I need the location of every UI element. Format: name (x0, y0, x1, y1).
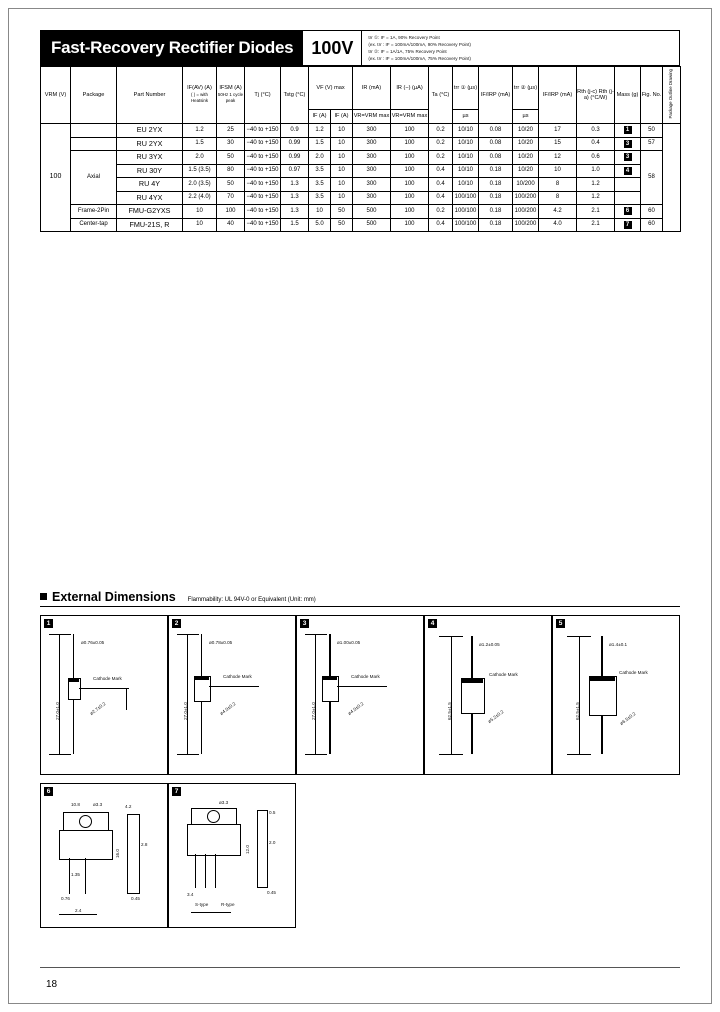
cell-trr1: 10/10 (453, 151, 479, 165)
cell-vrm: 100 (41, 124, 71, 232)
cell-vf: 3.5 (309, 191, 331, 205)
cell-partno: EU 2YX (117, 124, 183, 138)
dim-body-dia: ø4.0±0.2 (347, 701, 365, 716)
col-trr1-unit: µs (453, 110, 479, 124)
cell-trr1if: 0.18 (479, 191, 513, 205)
cell-trr2: 100/200 (513, 191, 539, 205)
cell-mass: 3 (615, 137, 641, 151)
cell-ta: 0.4 (429, 218, 453, 232)
figure-number: 2 (172, 619, 181, 628)
specification-table (40, 66, 681, 232)
col-trr1: trr ① (µs) (453, 67, 479, 110)
col-trr2-unit: µs (513, 110, 539, 124)
cell-trr1if: 0.08 (479, 137, 513, 151)
cathode-band (68, 679, 79, 682)
cathode-band (194, 677, 209, 680)
cell-ir2: 100 (391, 137, 429, 151)
dimension-line (315, 634, 316, 754)
section-title: External Dimensions (52, 590, 176, 604)
figure-3-drawing (297, 616, 423, 774)
cell-figno: 50 (641, 124, 663, 138)
cell-ta: 0.4 (429, 178, 453, 192)
cell-ir2: 100 (391, 205, 429, 219)
col-vf-group: VF (V) max (309, 67, 353, 110)
cell-tstg: 1.5 (281, 218, 309, 232)
col-trr2-if: IF/IRP (mA) (539, 67, 577, 124)
cell-ifav: 10 (183, 218, 217, 232)
cell-trr1if: 0.18 (479, 205, 513, 219)
figure-5 (552, 615, 680, 775)
table-row (41, 191, 681, 205)
dimension-line (579, 636, 580, 754)
cell-ifav: 2.0 (183, 151, 217, 165)
package-body (59, 830, 113, 860)
dim-lead-width: 0.45 (131, 896, 140, 901)
col-figno: Fig. No. (641, 67, 663, 124)
dim-side-height: 2.0 (269, 840, 276, 845)
figure-row-2 (40, 783, 680, 928)
cell-trr1: 10/10 (453, 137, 479, 151)
cell-tstg: 1.3 (281, 178, 309, 192)
col-vrm: VRM (V) (41, 67, 71, 124)
cell-rth: 2.1 (577, 205, 615, 219)
dim-length: 27.0±1.0 (55, 702, 60, 720)
cell-figno: 57 (641, 137, 663, 151)
cell-ifsm: 50 (217, 178, 245, 192)
dim-lead-pitch: 1.35 (71, 872, 80, 877)
col-package: Package (71, 67, 117, 124)
cell-if: 50 (331, 218, 353, 232)
cell-rth: 2.1 (577, 218, 615, 232)
extension-line (439, 754, 463, 755)
cell-package (71, 124, 117, 138)
figure-6 (40, 783, 168, 928)
cell-figno: 60 (641, 205, 663, 219)
cell-ifav: 2.2 (4.0) (183, 191, 217, 205)
cell-trr1if: 0.08 (479, 151, 513, 165)
cell-ifsm: 50 (217, 151, 245, 165)
cell-package: Frame-2Pin (71, 205, 117, 219)
cell-figno: 58 (641, 151, 663, 205)
col-trr1-if: IF/IRP (mA) (479, 67, 513, 124)
figure-number: 4 (428, 619, 437, 628)
cell-ir: 300 (353, 178, 391, 192)
cell-tj: −40 to +150 (245, 124, 281, 138)
dim-cathode-mark: Cathode Mark (223, 674, 252, 679)
cell-tj: −40 to +150 (245, 137, 281, 151)
cell-if: 50 (331, 205, 353, 219)
cell-partno: RU 2YX (117, 137, 183, 151)
cell-trr1: 100/100 (453, 205, 479, 219)
figure-4 (424, 615, 552, 775)
section-subtitle: Flammability: UL 94V-0 or Equivalent (Unit: mm) (187, 597, 316, 603)
cell-trr1: 10/10 (453, 178, 479, 192)
cell-ifav: 1.5 (183, 137, 217, 151)
table-row (41, 124, 681, 138)
cell-vf: 1.5 (309, 137, 331, 151)
cell-tj: −40 to +150 (245, 191, 281, 205)
cathode-band (461, 679, 483, 683)
cell-pkg-outline (663, 124, 681, 232)
dim-lead-dia: ø1.2±0.05 (479, 642, 500, 647)
cell-trr2if: 12 (539, 151, 577, 165)
dim-hole-dia: ø3.3 (93, 802, 103, 807)
cell-rth: 1.2 (577, 191, 615, 205)
cell-figno: 60 (641, 218, 663, 232)
dim-lead-dia: ø1.00±0.05 (337, 640, 361, 645)
cell-trr2: 10/20 (513, 137, 539, 151)
title-notes (362, 31, 679, 65)
cell-ta: 0.2 (429, 137, 453, 151)
dim-body-dia: ø5.2±0.2 (487, 709, 505, 724)
dim-pitch: 2.4 (75, 908, 82, 913)
page-title: Fast-Recovery Rectifier Diodes (41, 31, 303, 65)
cell-ifsm: 100 (217, 205, 245, 219)
cell-package: Axial (71, 151, 117, 205)
figure-7 (168, 783, 296, 928)
cell-if: 10 (331, 191, 353, 205)
label-r-type: R-type (221, 902, 235, 907)
cell-ifav: 2.0 (3.5) (183, 178, 217, 192)
cell-ifsm: 80 (217, 164, 245, 178)
dim-cathode-mark: Cathode Mark (619, 670, 648, 675)
cell-partno: RU 3YX (117, 151, 183, 165)
package-side-view (127, 814, 140, 894)
dim-height: 12.0 (245, 845, 250, 854)
cell-ifav: 1.5 (3.5) (183, 164, 217, 178)
table-row (41, 137, 681, 151)
dim-hole-dia: ø3.3 (219, 800, 229, 805)
cell-partno: FMU-G2YXS (117, 205, 183, 219)
page-number: 18 (46, 979, 58, 990)
cell-tstg: 0.99 (281, 137, 309, 151)
cell-trr2if: 8 (539, 191, 577, 205)
cell-ir2: 100 (391, 218, 429, 232)
table-row (41, 218, 681, 232)
table-header-row (41, 67, 681, 110)
cell-mass (615, 178, 641, 192)
dimension-line (191, 912, 231, 913)
cell-tj: −40 to +150 (245, 205, 281, 219)
figure-number: 7 (172, 787, 181, 796)
cell-mass: 3 (615, 151, 641, 165)
figure-number: 1 (44, 619, 53, 628)
cell-package: Center-tap (71, 218, 117, 232)
dim-height: 16.0 (115, 849, 120, 858)
cell-trr1if: 0.08 (479, 124, 513, 138)
cell-tstg: 1.3 (281, 205, 309, 219)
cell-tj: −40 to +150 (245, 151, 281, 165)
cell-rth: 1.0 (577, 164, 615, 178)
cell-ta: 0.4 (429, 164, 453, 178)
table-row (41, 178, 681, 192)
extension-line (49, 634, 71, 635)
footer-rule (40, 967, 680, 968)
extension-line (567, 754, 591, 755)
cell-tj: −40 to +150 (245, 218, 281, 232)
cell-tstg: 0.97 (281, 164, 309, 178)
col-ir-b: VR=VRM max (391, 110, 429, 124)
dim-cathode-mark: Cathode Mark (489, 672, 518, 677)
diode-body (461, 678, 485, 714)
lead-wire (205, 854, 206, 888)
cell-ir: 300 (353, 137, 391, 151)
dim-length: 27.0±1.0 (311, 702, 316, 720)
extension-line (305, 634, 327, 635)
mounting-hole (79, 815, 92, 828)
cell-partno: RU 30Y (117, 164, 183, 178)
cell-ta: 0.2 (429, 124, 453, 138)
cell-ir2: 100 (391, 191, 429, 205)
package-body (187, 824, 241, 856)
figure-2 (168, 615, 296, 775)
cell-trr2if: 17 (539, 124, 577, 138)
cell-mass: 1 (615, 124, 641, 138)
cell-mass (615, 191, 641, 205)
cell-if: 10 (331, 137, 353, 151)
cell-ir2: 100 (391, 151, 429, 165)
figure-4-drawing (425, 616, 551, 774)
dim-thickness: 0.5 (269, 810, 276, 815)
cell-trr1: 10/10 (453, 164, 479, 178)
dim-thickness: 4.2 (125, 804, 132, 809)
cell-ifav: 1.2 (183, 124, 217, 138)
cell-partno: RU 4YX (117, 191, 183, 205)
cell-rth: 0.4 (577, 137, 615, 151)
dim-lead-width: 0.45 (267, 890, 276, 895)
cell-vf: 10 (309, 205, 331, 219)
col-rth: Rth (j-c) Rth (j-a) (°C/W) (577, 67, 615, 124)
dimension-line (59, 634, 60, 754)
col-ir-a: VR=VRM max (353, 110, 391, 124)
cell-vf: 3.5 (309, 178, 331, 192)
cell-trr2: 100/200 (513, 205, 539, 219)
cell-vf: 1.2 (309, 124, 331, 138)
dim-length: 62.5±1.5 (575, 702, 580, 720)
figure-5-drawing (553, 616, 679, 774)
col-trr2: trr ② (µs) (513, 67, 539, 110)
cell-trr2if: 4.2 (539, 205, 577, 219)
cell-ifsm: 70 (217, 191, 245, 205)
cell-rth: 0.3 (577, 124, 615, 138)
note-line-3: trr ②: IF = 1A/1A, 75% Recovery Point (368, 48, 447, 54)
cell-ir: 500 (353, 205, 391, 219)
col-ta: Ta (°C) (429, 67, 453, 124)
cell-ta: 0.2 (429, 205, 453, 219)
dim-lead-pitch: 3.4 (187, 892, 194, 897)
table-row (41, 205, 681, 219)
leader-line (209, 686, 259, 687)
figure-2-drawing (169, 616, 295, 774)
cell-trr1if: 0.18 (479, 218, 513, 232)
cell-trr2if: 8 (539, 178, 577, 192)
voltage-rating: 100V (303, 31, 362, 65)
dim-body-dia: ø4.0±0.2 (219, 701, 237, 716)
dim-cathode-mark: Cathode Mark (351, 674, 380, 679)
cell-trr1if: 0.18 (479, 164, 513, 178)
figure-number: 3 (300, 619, 309, 628)
lead-wire (215, 854, 216, 888)
cell-if: 10 (331, 164, 353, 178)
cell-if: 10 (331, 151, 353, 165)
extension-line (177, 754, 199, 755)
mounting-hole (207, 810, 220, 823)
cell-trr2: 10/200 (513, 178, 539, 192)
cell-vf: 3.5 (309, 164, 331, 178)
cell-tj: −40 to +150 (245, 178, 281, 192)
diode-body (589, 676, 617, 716)
cell-mass: 7 (615, 218, 641, 232)
cell-ta: 0.2 (429, 151, 453, 165)
dim-body-dia: ø2.7±0.2 (89, 701, 107, 716)
figure-7-drawing (169, 784, 295, 927)
cell-ir: 300 (353, 124, 391, 138)
dim-length: 27.0±1.0 (183, 702, 188, 720)
extension-line (49, 754, 71, 755)
cell-ir2: 100 (391, 164, 429, 178)
figure-number: 6 (44, 787, 53, 796)
cell-trr1: 100/100 (453, 218, 479, 232)
cell-trr2if: 15 (539, 137, 577, 151)
col-tj: Tj (°C) (245, 67, 281, 124)
col-vf-if: IF (A) (309, 110, 331, 124)
dimension-line (451, 636, 452, 754)
lead-wire (195, 854, 196, 888)
figure-number: 5 (556, 619, 565, 628)
cell-trr2: 10/20 (513, 164, 539, 178)
col-vf-unit: IF (A) (331, 110, 353, 124)
col-pkg-outline: Package Outline Drawing (663, 67, 681, 124)
cathode-band (589, 677, 615, 681)
cell-tj: −40 to +150 (245, 164, 281, 178)
dim-lead-dia: ø0.76±0.05 (81, 640, 105, 645)
cell-ir: 300 (353, 191, 391, 205)
cathode-band (322, 677, 337, 680)
cell-ir: 300 (353, 164, 391, 178)
dim-width: 10.8 (71, 802, 80, 807)
leader-line (126, 688, 127, 710)
figure-row-1 (40, 615, 680, 775)
cell-ir2: 100 (391, 124, 429, 138)
lead-wire (85, 858, 86, 894)
cell-ifsm: 25 (217, 124, 245, 138)
leader-line (337, 686, 387, 687)
cell-tstg: 0.9 (281, 124, 309, 138)
cell-if: 10 (331, 178, 353, 192)
cell-mass: 4 (615, 164, 641, 178)
cell-if: 10 (331, 124, 353, 138)
figure-6-drawing (41, 784, 167, 927)
cell-tstg: 1.3 (281, 191, 309, 205)
dimension-line (59, 914, 97, 915)
cell-ir: 300 (353, 151, 391, 165)
note-line-2: (ex. trr : IF = 100mA/100mA, 90% Recovery Point) (368, 41, 471, 47)
dim-cathode-mark: Cathode Mark (93, 676, 122, 681)
cell-trr2: 100/200 (513, 218, 539, 232)
cell-mass: 6 (615, 205, 641, 219)
package-side-view (257, 810, 268, 888)
extension-line (305, 754, 327, 755)
dim-side: 2.8 (141, 842, 148, 847)
label-s-type: S-type (195, 902, 209, 907)
dim-lead-thk: 0.76 (61, 896, 70, 901)
cell-vf: 2.0 (309, 151, 331, 165)
leader-line (79, 688, 129, 689)
col-ifsm: IFSM (A) 50Hz 1 cycle peak (217, 67, 245, 124)
cell-partno: RU 4Y (117, 178, 183, 192)
note-line-1: trr ①: IF = 1A, 90% Recovery Point (368, 35, 440, 40)
cell-rth: 0.6 (577, 151, 615, 165)
cell-trr2if: 4.0 (539, 218, 577, 232)
cell-trr1if: 0.18 (479, 178, 513, 192)
figure-1 (40, 615, 168, 775)
dimension-line (187, 634, 188, 754)
col-mass: Mass (g) (615, 67, 641, 124)
table-row (41, 164, 681, 178)
table-row (41, 151, 681, 165)
cell-partno: FMU-21S, R (117, 218, 183, 232)
title-bar (40, 30, 680, 66)
note-line-4: (ex. trr : IF = 100mA/100mA, 75% Recovery Point) (368, 55, 471, 61)
cell-trr1: 10/10 (453, 124, 479, 138)
col-partno: Part Number (117, 67, 183, 124)
col-tstg: Tstg (°C) (281, 67, 309, 124)
datasheet-sheet (40, 30, 680, 928)
cell-rth: 1.2 (577, 178, 615, 192)
cell-ir: 500 (353, 218, 391, 232)
external-dimensions-header (40, 590, 680, 607)
cell-ifav: 10 (183, 205, 217, 219)
dim-lead-dia: ø0.78±0.05 (209, 640, 233, 645)
dim-length: 62.5±1.5 (447, 702, 452, 720)
dim-lead-dia: ø1.4±0.1 (609, 642, 628, 647)
cell-ifsm: 30 (217, 137, 245, 151)
dim-body-dia: ø6.5±0.2 (619, 711, 637, 726)
extension-line (177, 634, 199, 635)
figure-3 (296, 615, 424, 775)
col-ir-group: IR (mA) (353, 67, 391, 110)
col-ir-group2: IR (−) (µA) (391, 67, 429, 110)
cell-trr2if: 10 (539, 164, 577, 178)
cell-trr2: 10/20 (513, 124, 539, 138)
cell-ifsm: 40 (217, 218, 245, 232)
cell-package (71, 137, 117, 151)
figure-1-drawing (41, 616, 167, 774)
section-marker-icon (40, 593, 47, 600)
cell-vf: 5.0 (309, 218, 331, 232)
cell-trr2: 10/20 (513, 151, 539, 165)
cell-ta: 0.4 (429, 191, 453, 205)
cell-trr1: 100/100 (453, 191, 479, 205)
cell-tstg: 0.99 (281, 151, 309, 165)
cell-ir2: 100 (391, 178, 429, 192)
col-ifav: IF(AV) (A) ( ) = with Heatsink (183, 67, 217, 124)
